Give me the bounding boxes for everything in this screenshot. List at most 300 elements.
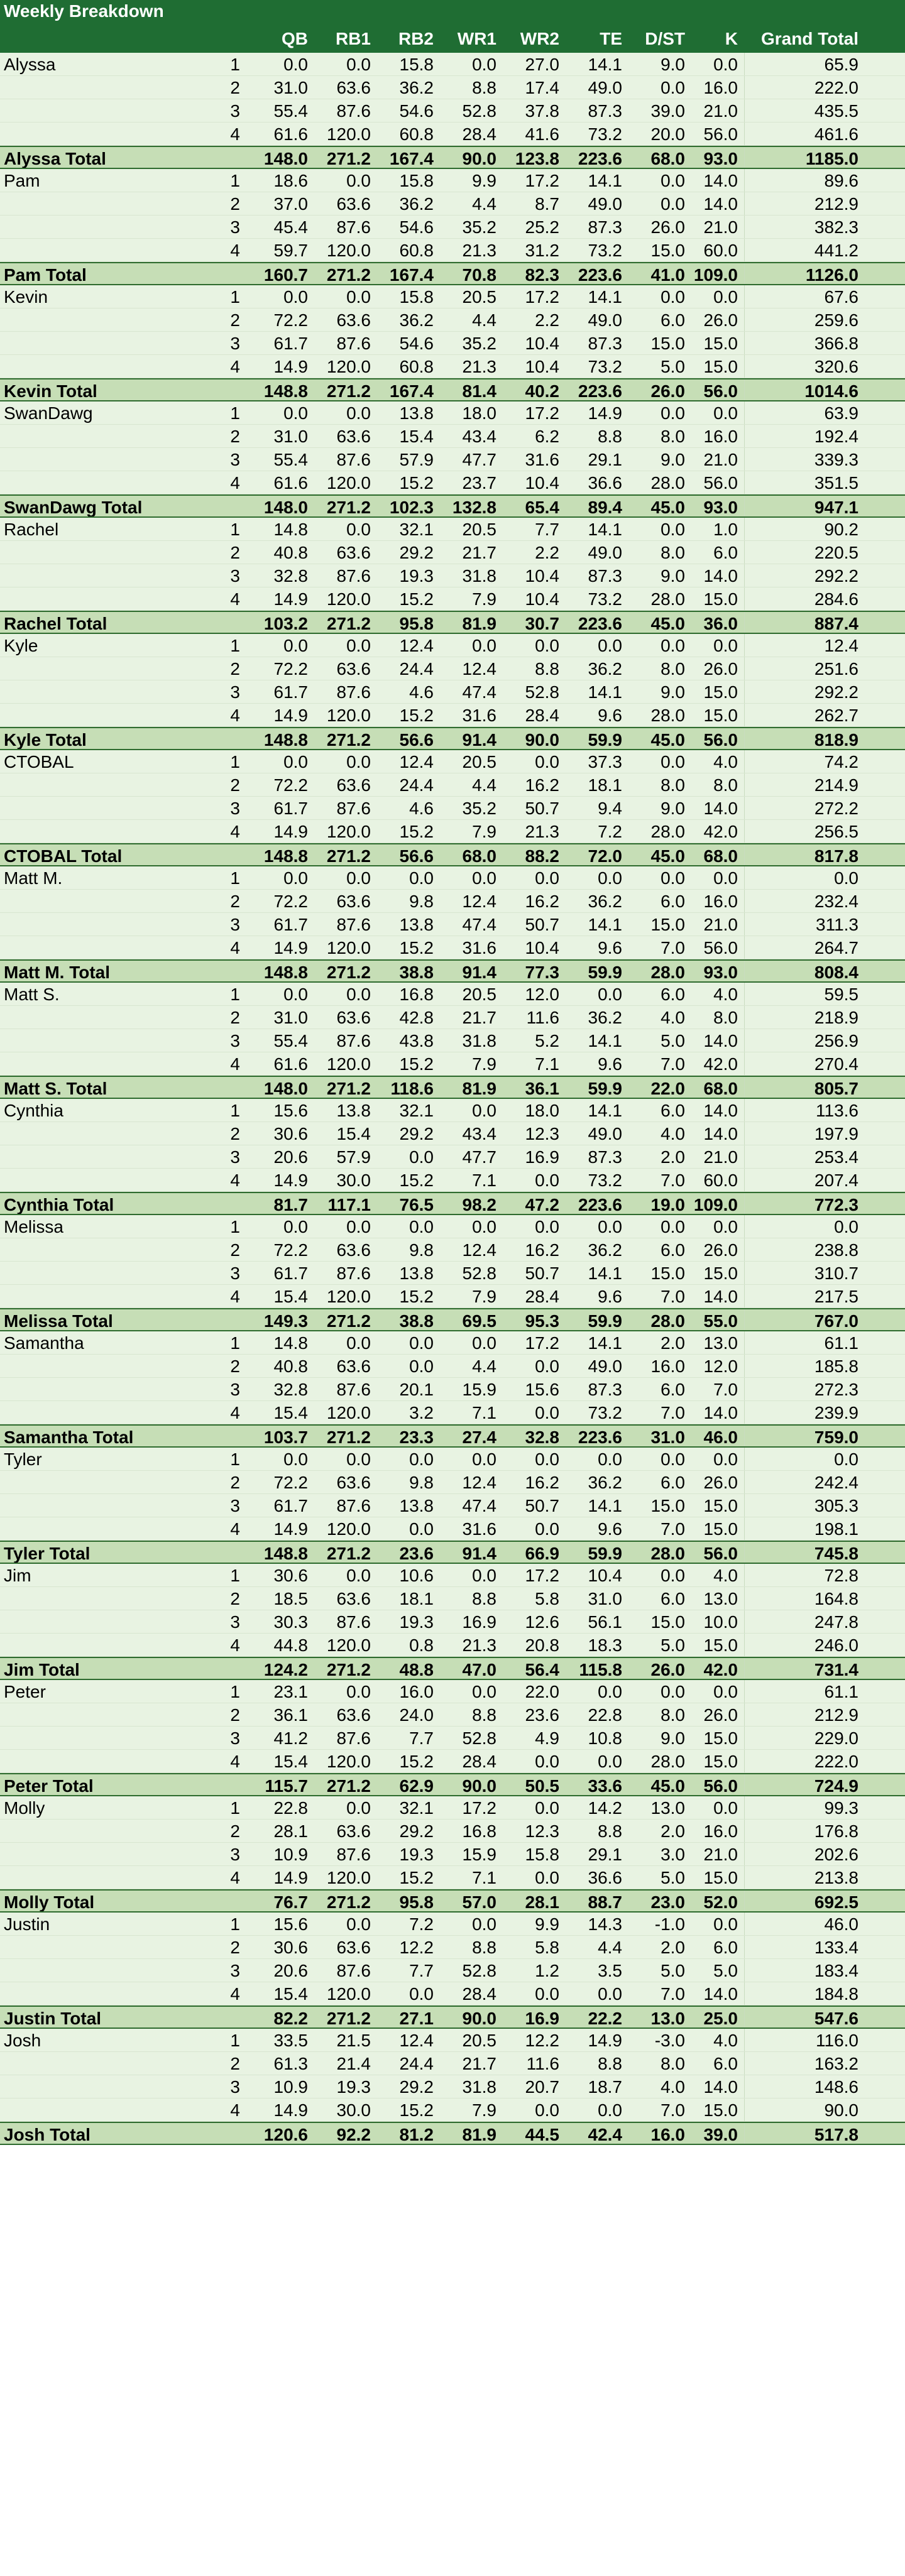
wr1-cell[interactable]: 7.1: [472, 1868, 496, 1887]
col-header-wr2[interactable]: WR2: [520, 29, 559, 48]
wr2-cell[interactable]: 0.0: [535, 752, 559, 772]
week-cell[interactable]: 1: [230, 1449, 240, 1469]
rb2-cell[interactable]: 16.8: [399, 985, 434, 1004]
dst-cell[interactable]: 0.0: [661, 868, 685, 888]
k-total-cell[interactable]: 55.0: [703, 1311, 738, 1330]
qb-cell[interactable]: 15.4: [273, 1287, 308, 1306]
team-total-row[interactable]: [0, 1773, 905, 1796]
wr1-cell[interactable]: 47.7: [462, 1147, 496, 1167]
wr2-cell[interactable]: 5.8: [535, 1938, 559, 1957]
qb-cell[interactable]: 45.4: [273, 217, 308, 237]
team-total-label[interactable]: [0, 1426, 182, 1446]
team-name-cell[interactable]: [0, 308, 182, 331]
rb2-cell[interactable]: 32.1: [399, 1798, 434, 1818]
grand-total-cell[interactable]: 292.2: [744, 564, 865, 587]
te-cell[interactable]: 14.1: [588, 1496, 622, 1515]
rb2-cell[interactable]: 15.8: [399, 287, 434, 307]
rb2-cell[interactable]: 32.1: [399, 1101, 434, 1120]
rb2-cell[interactable]: 15.2: [399, 1868, 434, 1887]
week-cell[interactable]: 4: [230, 1635, 240, 1655]
wr2-cell[interactable]: 17.2: [525, 171, 559, 190]
table-row[interactable]: [0, 1262, 905, 1285]
k-cell[interactable]: 14.0: [703, 1101, 738, 1120]
table-row[interactable]: [0, 913, 905, 936]
qb-cell[interactable]: 30.6: [273, 1124, 308, 1143]
grand-total-cell[interactable]: 256.9: [744, 1029, 865, 1052]
te-cell[interactable]: 87.3: [588, 1147, 622, 1167]
rb1-cell[interactable]: 63.6: [336, 1240, 371, 1260]
rb1-cell[interactable]: 63.6: [336, 1705, 371, 1725]
table-row[interactable]: [0, 1471, 905, 1494]
wr2-cell[interactable]: 16.2: [525, 892, 559, 911]
k-cell[interactable]: 15.0: [703, 1496, 738, 1515]
wr2-cell[interactable]: 10.4: [525, 589, 559, 609]
table-row[interactable]: [0, 657, 905, 680]
grand-total-cell[interactable]: 232.4: [744, 890, 865, 912]
dst-cell[interactable]: 9.0: [661, 450, 685, 469]
wr2-cell[interactable]: 6.2: [535, 427, 559, 446]
week-cell[interactable]: 2: [230, 1821, 240, 1841]
qb-cell[interactable]: 32.8: [273, 566, 308, 586]
rb1-cell[interactable]: 0.0: [346, 1798, 371, 1818]
te-cell[interactable]: 73.2: [588, 1171, 622, 1190]
te-cell[interactable]: 87.3: [588, 217, 622, 237]
team-name-cell[interactable]: [0, 2075, 182, 2098]
dst-cell[interactable]: 7.0: [661, 1054, 685, 1074]
rb1-cell[interactable]: 63.6: [336, 775, 371, 795]
table-row[interactable]: [0, 1936, 905, 1959]
wr2-cell[interactable]: 0.0: [535, 1798, 559, 1818]
team-total-label[interactable]: [0, 2007, 182, 2028]
k-cell[interactable]: 6.0: [713, 543, 738, 562]
table-row[interactable]: [0, 1285, 905, 1308]
te-cell[interactable]: 36.2: [588, 1008, 622, 1027]
grand-total-total-cell[interactable]: 731.4: [744, 1658, 865, 1679]
rb1-cell[interactable]: 120.0: [326, 706, 371, 725]
week-cell[interactable]: [182, 1193, 251, 1214]
k-cell[interactable]: 15.0: [703, 706, 738, 725]
rb1-cell[interactable]: 21.4: [336, 2054, 371, 2073]
wr2-cell[interactable]: 0.0: [535, 1171, 559, 1190]
rb2-cell[interactable]: 29.2: [399, 543, 434, 562]
k-cell[interactable]: 21.0: [703, 101, 738, 121]
rb1-cell[interactable]: 87.6: [336, 334, 371, 353]
k-cell[interactable]: 26.0: [703, 310, 738, 330]
rb1-cell[interactable]: 87.6: [336, 1380, 371, 1399]
grand-total-cell[interactable]: 72.8: [744, 1564, 865, 1586]
k-total-cell[interactable]: 68.0: [703, 1079, 738, 1098]
col-header-k[interactable]: K: [725, 29, 738, 48]
dst-cell[interactable]: 9.0: [661, 566, 685, 586]
te-cell[interactable]: 8.8: [598, 427, 622, 446]
team-name-cell[interactable]: [0, 657, 182, 680]
wr1-cell[interactable]: 52.8: [462, 1263, 496, 1283]
grand-total-cell[interactable]: 242.4: [744, 1471, 865, 1493]
k-cell[interactable]: 14.0: [703, 194, 738, 214]
dst-total-cell[interactable]: 26.0: [650, 1660, 685, 1679]
week-cell[interactable]: 4: [230, 1171, 240, 1190]
rb2-cell[interactable]: 15.2: [399, 1171, 434, 1190]
team-name-cell[interactable]: Matt M.: [4, 868, 63, 888]
dst-cell[interactable]: 6.0: [661, 1240, 685, 1260]
team-name-cell[interactable]: [0, 239, 182, 261]
qb-cell[interactable]: 14.9: [273, 822, 308, 841]
wr1-total-cell[interactable]: 90.0: [462, 1776, 496, 1795]
wr1-cell[interactable]: 0.0: [472, 1217, 496, 1236]
qb-cell[interactable]: 14.9: [273, 1868, 308, 1887]
wr1-cell[interactable]: 15.9: [462, 1380, 496, 1399]
wr1-total-cell[interactable]: 91.4: [462, 1544, 496, 1563]
wr2-cell[interactable]: 18.0: [525, 1101, 559, 1120]
wr1-cell[interactable]: 21.3: [462, 241, 496, 260]
dst-cell[interactable]: 0.0: [661, 403, 685, 423]
qb-cell[interactable]: 72.2: [273, 1473, 308, 1492]
dst-cell[interactable]: 15.0: [650, 1263, 685, 1283]
table-row[interactable]: [0, 1401, 905, 1424]
rb2-cell[interactable]: 7.7: [409, 1728, 434, 1748]
k-total-cell[interactable]: 42.0: [703, 1660, 738, 1679]
table-row[interactable]: [0, 1215, 905, 1238]
rb2-cell[interactable]: 36.2: [399, 310, 434, 330]
rb2-cell[interactable]: 60.8: [399, 241, 434, 260]
col-header-wr1[interactable]: WR1: [457, 29, 496, 48]
k-cell[interactable]: 56.0: [703, 938, 738, 958]
te-cell[interactable]: 14.9: [588, 2031, 622, 2050]
grand-total-cell[interactable]: 305.3: [744, 1494, 865, 1517]
wr1-cell[interactable]: 31.6: [462, 1519, 496, 1539]
rb1-cell[interactable]: 87.6: [336, 1845, 371, 1864]
week-cell[interactable]: 2: [230, 427, 240, 446]
rb1-cell[interactable]: 63.6: [336, 1008, 371, 1027]
rb1-cell[interactable]: 120.0: [326, 357, 371, 376]
dst-cell[interactable]: 7.0: [661, 1519, 685, 1539]
table-row[interactable]: [0, 471, 905, 494]
rb1-total-cell[interactable]: 271.2: [326, 1079, 371, 1098]
te-total-cell[interactable]: 59.9: [588, 963, 622, 981]
grand-total-cell[interactable]: 292.2: [744, 680, 865, 703]
te-total-cell[interactable]: 223.6: [578, 1195, 622, 1214]
wr1-cell[interactable]: 12.4: [462, 892, 496, 911]
k-cell[interactable]: 7.0: [713, 1380, 738, 1399]
te-cell[interactable]: 7.2: [598, 822, 622, 841]
grand-total-cell[interactable]: 311.3: [744, 913, 865, 936]
week-cell[interactable]: 2: [230, 1356, 240, 1376]
te-total-cell[interactable]: 223.6: [578, 614, 622, 633]
table-row[interactable]: [0, 1448, 905, 1471]
team-total-label[interactable]: [0, 844, 182, 865]
qb-cell[interactable]: 14.8: [273, 520, 308, 539]
table-row[interactable]: [0, 866, 905, 890]
qb-cell[interactable]: 10.9: [273, 2077, 308, 2097]
te-cell[interactable]: 49.0: [588, 543, 622, 562]
week-cell[interactable]: 1: [230, 520, 240, 539]
wr2-cell[interactable]: 11.6: [526, 2054, 559, 2073]
qb-cell[interactable]: 61.7: [273, 334, 308, 353]
wr1-cell[interactable]: 12.4: [462, 1473, 496, 1492]
dst-cell[interactable]: 0.0: [661, 1217, 685, 1236]
col-header-te[interactable]: TE: [600, 29, 622, 48]
wr1-total-cell[interactable]: 69.5: [462, 1311, 496, 1330]
wr1-cell[interactable]: 0.0: [472, 1333, 496, 1353]
grand-total-cell[interactable]: 183.4: [744, 1959, 865, 1982]
grand-total-total-cell[interactable]: 1185.0: [744, 147, 865, 168]
week-cell[interactable]: 1: [230, 985, 240, 1004]
week-cell[interactable]: 2: [230, 775, 240, 795]
te-cell[interactable]: 31.0: [588, 1589, 622, 1608]
k-cell[interactable]: 15.0: [703, 1519, 738, 1539]
rb2-cell[interactable]: 42.8: [399, 1008, 434, 1027]
rb1-cell[interactable]: 0.0: [346, 1449, 371, 1469]
grand-total-cell[interactable]: 90.2: [744, 518, 865, 540]
te-cell[interactable]: 87.3: [588, 334, 622, 353]
rb2-cell[interactable]: 4.6: [409, 682, 434, 702]
wr2-cell[interactable]: 12.2: [525, 2031, 559, 2050]
wr2-total-cell[interactable]: 44.5: [525, 2125, 559, 2144]
rb2-total-cell[interactable]: 62.9: [399, 1776, 434, 1795]
rb1-cell[interactable]: 87.6: [336, 217, 371, 237]
te-cell[interactable]: 3.5: [598, 1961, 622, 1980]
dst-cell[interactable]: 2.0: [661, 1147, 685, 1167]
wr2-cell[interactable]: 11.6: [526, 1008, 559, 1027]
wr1-cell[interactable]: 4.4: [472, 775, 496, 795]
rb2-cell[interactable]: 20.1: [399, 1380, 434, 1399]
rb2-cell[interactable]: 32.1: [399, 520, 434, 539]
wr1-cell[interactable]: 0.0: [472, 636, 496, 655]
week-cell[interactable]: 3: [230, 1147, 240, 1167]
qb-cell[interactable]: 33.5: [273, 2031, 308, 2050]
grand-total-cell[interactable]: 320.6: [744, 355, 865, 378]
wr2-cell[interactable]: 0.0: [535, 1403, 559, 1422]
qb-total-cell[interactable]: 81.7: [273, 1195, 308, 1214]
team-name-cell[interactable]: [0, 355, 182, 378]
rb1-cell[interactable]: 0.0: [346, 1682, 371, 1701]
week-cell[interactable]: 3: [230, 1496, 240, 1515]
grand-total-total-cell[interactable]: 887.4: [744, 612, 865, 633]
team-total-row[interactable]: [0, 2006, 905, 2029]
te-cell[interactable]: 14.1: [588, 1101, 622, 1120]
dst-cell[interactable]: 6.0: [661, 1589, 685, 1608]
week-cell[interactable]: [182, 612, 251, 633]
week-cell[interactable]: 1: [230, 868, 240, 888]
k-cell[interactable]: 21.0: [703, 915, 738, 934]
wr1-cell[interactable]: 31.8: [462, 1031, 496, 1051]
rb1-total-cell[interactable]: 271.2: [326, 1892, 371, 1911]
table-row[interactable]: [0, 1820, 905, 1843]
te-cell[interactable]: 87.3: [588, 101, 622, 121]
grand-total-cell[interactable]: 259.6: [744, 308, 865, 331]
wr2-cell[interactable]: 0.0: [535, 1356, 559, 1376]
grand-total-cell[interactable]: 63.9: [744, 401, 865, 424]
k-total-cell[interactable]: 52.0: [703, 1892, 738, 1911]
rb2-total-cell[interactable]: 23.6: [399, 1544, 434, 1563]
wr2-cell[interactable]: 22.0: [525, 1682, 559, 1701]
table-row[interactable]: [0, 1727, 905, 1750]
te-cell[interactable]: 29.1: [588, 450, 622, 469]
col-header-dst[interactable]: D/ST: [645, 29, 685, 48]
k-cell[interactable]: 16.0: [703, 1821, 738, 1841]
qb-cell[interactable]: 31.0: [273, 1008, 308, 1027]
table-row[interactable]: [0, 1610, 905, 1634]
dst-total-cell[interactable]: 23.0: [650, 1892, 685, 1911]
wr2-cell[interactable]: 20.7: [525, 2077, 559, 2097]
qb-cell[interactable]: 0.0: [283, 636, 308, 655]
wr2-cell[interactable]: 17.2: [525, 287, 559, 307]
team-name-cell[interactable]: [0, 1006, 182, 1029]
week-cell[interactable]: [182, 1658, 251, 1679]
te-cell[interactable]: 9.6: [598, 938, 622, 958]
qb-cell[interactable]: 55.4: [273, 1031, 308, 1051]
te-cell[interactable]: 37.3: [588, 752, 622, 772]
wr2-total-cell[interactable]: 56.4: [525, 1660, 559, 1679]
dst-cell[interactable]: 15.0: [650, 334, 685, 353]
wr1-cell[interactable]: 7.9: [472, 1287, 496, 1306]
rb2-cell[interactable]: 18.1: [399, 1589, 434, 1608]
team-name-cell[interactable]: [0, 1122, 182, 1145]
qb-cell[interactable]: 40.8: [273, 543, 308, 562]
table-row[interactable]: [0, 680, 905, 704]
wr2-cell[interactable]: 10.4: [525, 566, 559, 586]
wr2-cell[interactable]: 16.9: [525, 1147, 559, 1167]
rb1-cell[interactable]: 87.6: [336, 1031, 371, 1051]
wr2-cell[interactable]: 10.4: [525, 473, 559, 493]
wr1-total-cell[interactable]: 70.8: [462, 265, 496, 284]
wr2-cell[interactable]: 17.4: [525, 78, 559, 97]
te-total-cell[interactable]: 42.4: [588, 2125, 622, 2144]
rb2-cell[interactable]: 15.2: [399, 1287, 434, 1306]
wr1-cell[interactable]: 9.9: [472, 171, 496, 190]
wr1-cell[interactable]: 15.9: [462, 1845, 496, 1864]
wr2-total-cell[interactable]: 30.7: [525, 614, 559, 633]
k-total-cell[interactable]: 56.0: [703, 1776, 738, 1795]
team-total-row[interactable]: [0, 1308, 905, 1331]
rb1-cell[interactable]: 0.0: [346, 171, 371, 190]
te-cell[interactable]: 14.1: [588, 1031, 622, 1051]
table-row[interactable]: [0, 634, 905, 657]
week-cell[interactable]: 1: [230, 636, 240, 655]
rb1-cell[interactable]: 0.0: [346, 868, 371, 888]
week-cell[interactable]: [182, 728, 251, 749]
week-cell[interactable]: 4: [230, 1519, 240, 1539]
rb1-total-cell[interactable]: 271.2: [326, 846, 371, 865]
rb1-cell[interactable]: 120.0: [326, 1054, 371, 1074]
rb1-cell[interactable]: 0.0: [346, 752, 371, 772]
table-row[interactable]: [0, 239, 905, 262]
te-total-cell[interactable]: 22.2: [588, 2009, 622, 2028]
wr2-cell[interactable]: 52.8: [525, 682, 559, 702]
te-cell[interactable]: 14.1: [588, 1333, 622, 1353]
grand-total-cell[interactable]: 61.1: [744, 1680, 865, 1703]
wr1-cell[interactable]: 47.4: [462, 682, 496, 702]
week-cell[interactable]: 1: [230, 1333, 240, 1353]
table-row[interactable]: [0, 541, 905, 564]
rb1-total-cell[interactable]: 271.2: [326, 265, 371, 284]
dst-cell[interactable]: 28.0: [650, 706, 685, 725]
wr2-cell[interactable]: 8.8: [535, 659, 559, 679]
wr1-cell[interactable]: 7.9: [472, 822, 496, 841]
rb1-cell[interactable]: 63.6: [336, 1938, 371, 1957]
grand-total-cell[interactable]: 262.7: [744, 704, 865, 726]
grand-total-total-cell[interactable]: 767.0: [744, 1309, 865, 1330]
qb-cell[interactable]: 30.3: [273, 1612, 308, 1632]
dst-cell[interactable]: 28.0: [650, 473, 685, 493]
week-cell[interactable]: [182, 263, 251, 284]
k-total-cell[interactable]: 25.0: [703, 2009, 738, 2028]
grand-total-cell[interactable]: 0.0: [744, 1448, 865, 1470]
te-cell[interactable]: 36.2: [588, 659, 622, 679]
wr2-cell[interactable]: 50.7: [525, 1263, 559, 1283]
qb-cell[interactable]: 0.0: [283, 752, 308, 772]
week-cell[interactable]: 2: [230, 1240, 240, 1260]
week-cell[interactable]: 4: [230, 1752, 240, 1771]
table-row[interactable]: [0, 2052, 905, 2075]
k-cell[interactable]: 0.0: [713, 1449, 738, 1469]
te-cell[interactable]: 73.2: [588, 357, 622, 376]
team-name-cell[interactable]: Pam: [4, 171, 40, 190]
k-cell[interactable]: 14.0: [703, 1287, 738, 1306]
rb1-cell[interactable]: 120.0: [326, 1868, 371, 1887]
dst-total-cell[interactable]: 31.0: [650, 1427, 685, 1446]
qb-cell[interactable]: 14.9: [273, 1171, 308, 1190]
dst-cell[interactable]: 0.0: [661, 1682, 685, 1701]
grand-total-total-cell[interactable]: 1126.0: [744, 263, 865, 284]
qb-total-cell[interactable]: 82.2: [273, 2009, 308, 2028]
te-cell[interactable]: 36.6: [588, 1868, 622, 1887]
k-cell[interactable]: 14.0: [703, 799, 738, 818]
qb-cell[interactable]: 14.8: [273, 1333, 308, 1353]
week-cell[interactable]: [182, 1077, 251, 1098]
team-total-row[interactable]: [0, 1192, 905, 1215]
te-total-cell[interactable]: 89.4: [588, 498, 622, 516]
qb-cell[interactable]: 61.3: [273, 2054, 308, 2073]
wr1-cell[interactable]: 12.4: [462, 1240, 496, 1260]
k-cell[interactable]: 15.0: [703, 357, 738, 376]
te-cell[interactable]: 49.0: [588, 310, 622, 330]
table-row[interactable]: [0, 332, 905, 355]
wr2-total-cell[interactable]: 50.5: [525, 1776, 559, 1795]
qb-cell[interactable]: 61.6: [273, 124, 308, 144]
dst-cell[interactable]: 4.0: [661, 1124, 685, 1143]
table-row[interactable]: [0, 1331, 905, 1355]
wr1-cell[interactable]: 8.8: [472, 1589, 496, 1608]
table-row[interactable]: [0, 123, 905, 146]
team-total-label[interactable]: [0, 961, 182, 981]
wr2-cell[interactable]: 0.0: [535, 868, 559, 888]
rb2-cell[interactable]: 0.8: [409, 1635, 434, 1655]
grand-total-cell[interactable]: 435.5: [744, 99, 865, 122]
k-cell[interactable]: 0.0: [713, 1914, 738, 1934]
qb-total-cell[interactable]: 148.0: [263, 149, 308, 168]
te-cell[interactable]: 49.0: [588, 78, 622, 97]
te-cell[interactable]: 14.1: [588, 682, 622, 702]
wr2-total-cell[interactable]: 90.0: [525, 730, 559, 749]
dst-cell[interactable]: 9.0: [661, 1728, 685, 1748]
te-cell[interactable]: 4.4: [598, 1938, 622, 1957]
k-cell[interactable]: 60.0: [703, 241, 738, 260]
week-cell[interactable]: 4: [230, 473, 240, 493]
dst-cell[interactable]: 7.0: [661, 1287, 685, 1306]
dst-cell[interactable]: 9.0: [661, 55, 685, 74]
k-cell[interactable]: 15.0: [703, 1728, 738, 1748]
k-cell[interactable]: 16.0: [703, 427, 738, 446]
week-cell[interactable]: 4: [230, 938, 240, 958]
grand-total-total-cell[interactable]: 818.9: [744, 728, 865, 749]
table-row[interactable]: [0, 1517, 905, 1541]
wr1-total-cell[interactable]: 91.4: [462, 963, 496, 981]
team-total-label[interactable]: [0, 1542, 182, 1563]
team-name-cell[interactable]: Alyssa: [4, 55, 56, 74]
wr1-total-cell[interactable]: 81.9: [462, 614, 496, 633]
wr1-total-cell[interactable]: 47.0: [462, 1660, 496, 1679]
